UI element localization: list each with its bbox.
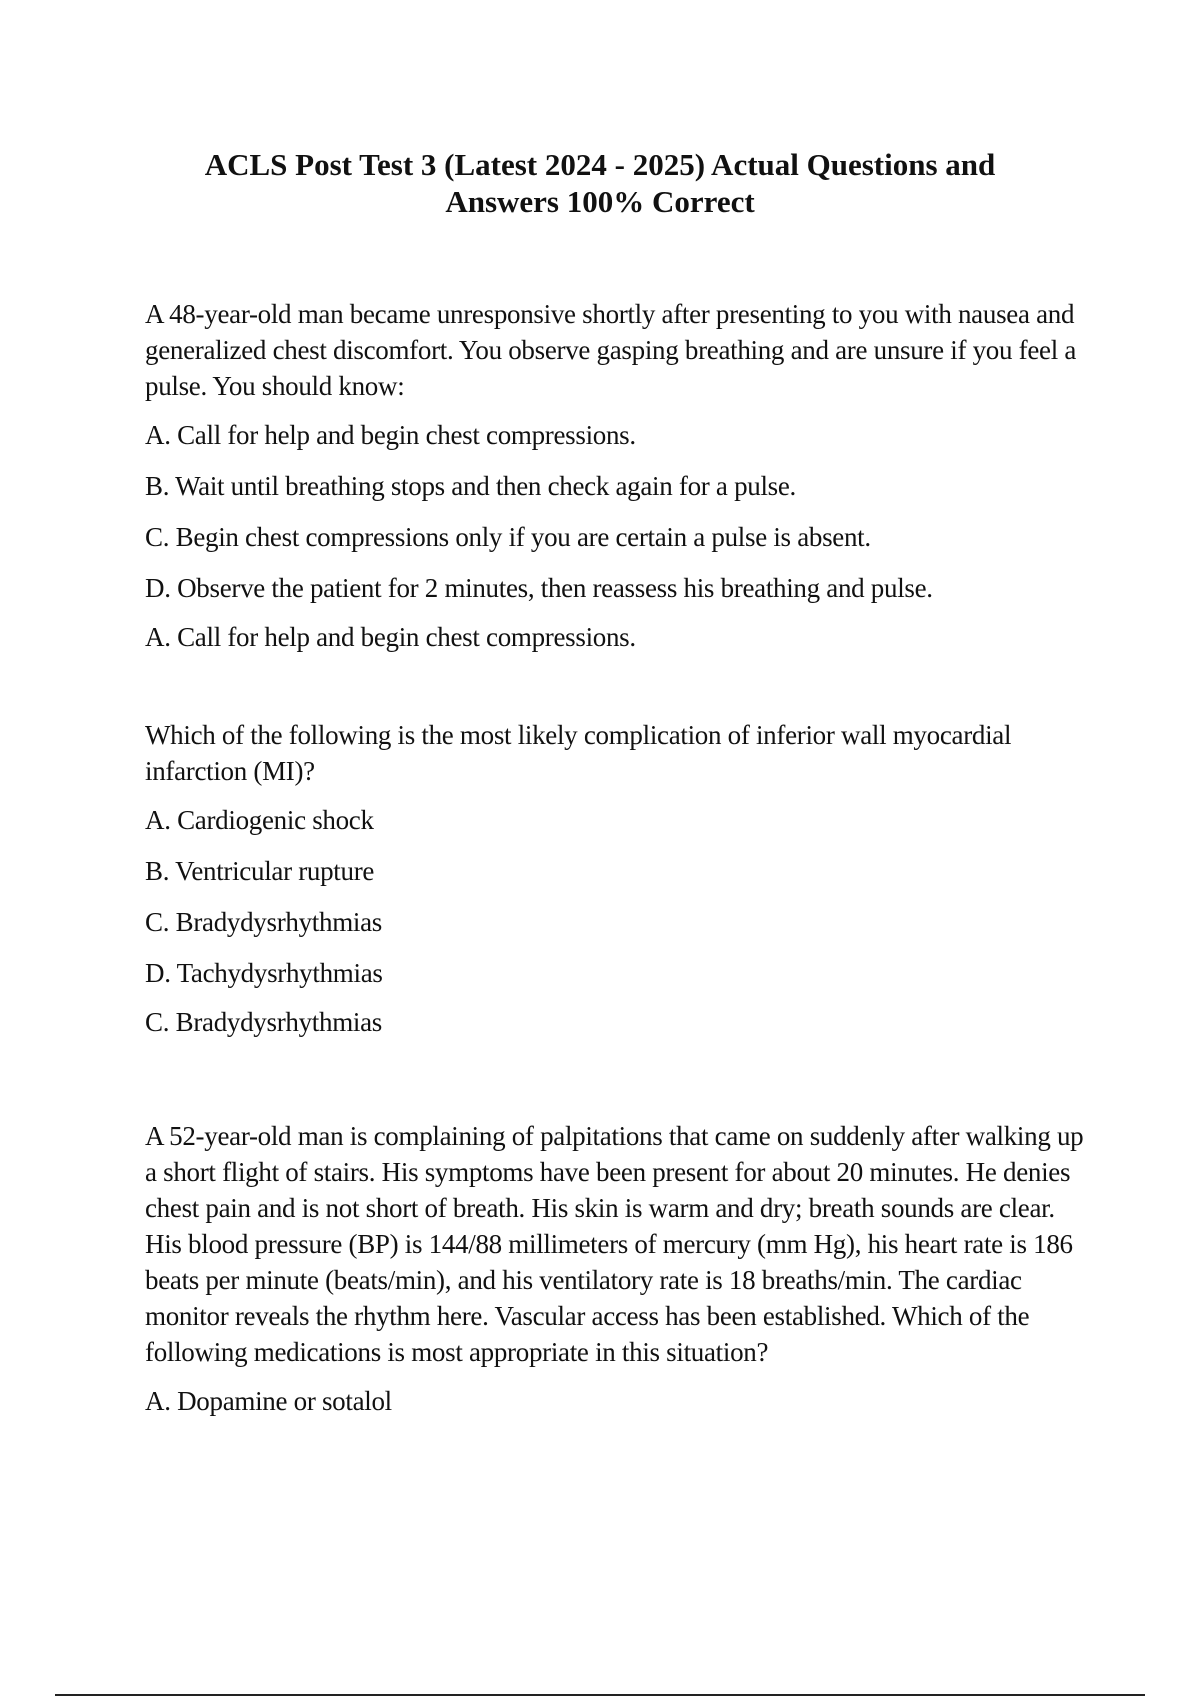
answer-option-a: A. Cardiogenic shock <box>145 805 374 835</box>
answer-option-b: B. Wait until breathing stops and then check again for a pulse. <box>145 471 797 501</box>
answer-option-b: B. Ventricular rupture <box>145 856 375 886</box>
question-block-1 <box>145 296 1095 654</box>
footer-divider <box>55 1694 1145 1696</box>
question-text: A 48-year-old man became unresponsive shortly after presenting to you with nausea and generalized chest discomfort. You observe gasping breathing and are unsure if you feel a pulse. You should know: <box>145 299 1077 401</box>
spacer <box>145 654 1095 717</box>
answer-option-d: D. Observe the patient for 2 minutes, then reassess his breathing and pulse. <box>145 573 933 603</box>
correct-answer: A. Call for help and begin chest compressions. <box>145 622 636 652</box>
answer-option-c: C. Bradydysrhythmias <box>145 907 382 937</box>
spacer <box>145 1039 1095 1118</box>
question-block-2 <box>145 717 1095 1039</box>
question-block-3 <box>145 1118 1095 1418</box>
question-text: A 52-year-old man is complaining of palpitations that came on suddenly after walking up a short flight of stairs. His symptoms have been present for about 20 minutes. He denies chest pain and is not short of breath. His skin is warm and dry; breath sounds are clear. His blood pressure (BP) is 144/88 millimeters of mercury (mm Hg), his heart rate is 186 beats per minute (beats/min), and his ventilatory rate is 18 breaths/min. The cardiac monitor reveals the rhythm here. Vascular access has been established. Which of the following medications is most appropriate in this situation? <box>145 1121 1084 1367</box>
answer-option-d: D. Tachydysrhythmias <box>145 958 383 988</box>
document-title: ACLS Post Test 3 (Latest 2024 - 2025) Actual Questions and Answers 100% Correct <box>204 147 996 219</box>
answer-option-a: A. Call for help and begin chest compressions. <box>145 420 636 450</box>
correct-answer: C. Bradydysrhythmias <box>145 1007 382 1037</box>
answer-option-c: C. Begin chest compressions only if you are certain a pulse is absent. <box>145 522 871 552</box>
document-body <box>145 296 1095 1418</box>
answer-option-a: A. Dopamine or sotalol <box>145 1386 392 1416</box>
question-text: Which of the following is the most likely complication of inferior wall myocardial infarction (MI)? <box>145 720 1012 786</box>
